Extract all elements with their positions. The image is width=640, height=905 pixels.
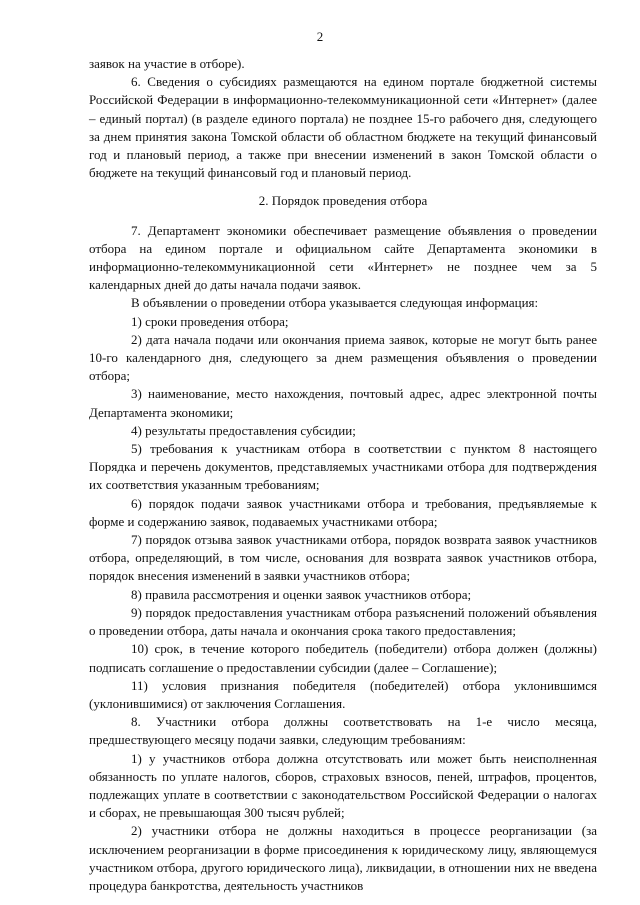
list-item: 8) правила рассмотрения и оценки заявок участников отбора; [131,586,472,602]
list-item: 1) сроки проведения отбора; [131,313,289,329]
list-item: 1) у участников отбора должна отсутствовать или может быть неисполненная обязанность по уплате налогов, сборов, страховых взносов, пеней, штрафов, процентов, подлежащих уплате в соответствии с законодательством Российской Федерации о налогах и сборах, не превышающая 300 тысяч рублей; [89,750,597,821]
list-item: 3) наименование, место нахождения, почтовый адрес, адрес электронной почты Департамента экономики; [89,386,597,420]
list-item: 6) порядок подачи заявок участниками отбора и требования, предъявляемые к форме и содержанию заявок, подаваемых участниками отбора; [89,495,597,529]
list-item: 4) результаты предоставления субсидии; [131,422,356,438]
list-item: 9) порядок предоставления участникам отбора разъяснений положений объявления о проведении отбора, даты начала и окончания срока такого предоставления; [89,604,597,639]
list-item: 2) дата начала подачи или окончания приема заявок, которые не могут быть ранее 10-го календарного дня, следующего за днем размещения объявления о проведении отбора; [89,331,597,384]
list-item: 10) срок, в течение которого победитель (победители) отбора должен (должны) подписать соглашение о предоставлении субсидии (далее – Соглашение); [89,641,597,675]
paragraph-7: 7. Департамент экономики обеспечивает размещение объявления о проведении отбора на едином портале и официальном сайте Департамента экономики в информационно-телекоммуникационной сети «Интернет» не позднее чем за 5 календарных дней до даты начала подачи заявок. [89,222,597,293]
list-item: 5) требования к участникам отбора в соответствии с пунктом 8 настоящего Порядка и перечень документов, представляемых участниками отбора для подтверждения их соответствия указанным требованиям; [89,441,597,493]
list-item: 11) условия признания победителя (победителей) отбора уклонившимся (уклонившимися) от заключения Соглашения. [89,677,597,711]
section-heading: 2. Порядок проведения отбора [258,193,428,209]
paragraph-8: 8. Участники отбора должны соответствовать на 1-е число месяца, предшествующего месяцу подачи заявки, следующим требованиям: [89,714,597,748]
paragraph-6: 6. Сведения о субсидиях размещаются на едином портале бюджетной системы Российской Федерации в информационно-телекоммуникационной сети «Интернет» (далее – единый портал) (в разделе единого портала) не позднее 15-го рабочего дня, следующего за днем принятия закона Томской области об областном бюджете на текущий финансовый год и плановый период, а также при внесении изменений в закон Томской области о бюджете на текущий финансовый год и плановый период. [89,74,597,181]
paragraph-continuation: заявок на участие в отборе). [89,56,245,71]
page-number: 2 [316,29,324,44]
paragraph-announcement-info: В объявлении о проведении отбора указывается следующая информация: [131,295,539,311]
list-item: 7) порядок отзыва заявок участниками отбора, порядок возврата заявок участников отбора, определяющий, в том числе, основания для возврата заявок участников отбора, порядок внесения изменений в заявки участников отбора; [89,532,597,584]
document-body [89,55,597,895]
list-item: 2) участники отбора не должны находиться в процессе реорганизации (за исключением реорганизации в форме присоединения к юридическому лицу, являющемуся участником отбора, другого юридического лица), ликвидации, в отношении них не введена процедура банкротства, деятельность участников [89,823,597,893]
